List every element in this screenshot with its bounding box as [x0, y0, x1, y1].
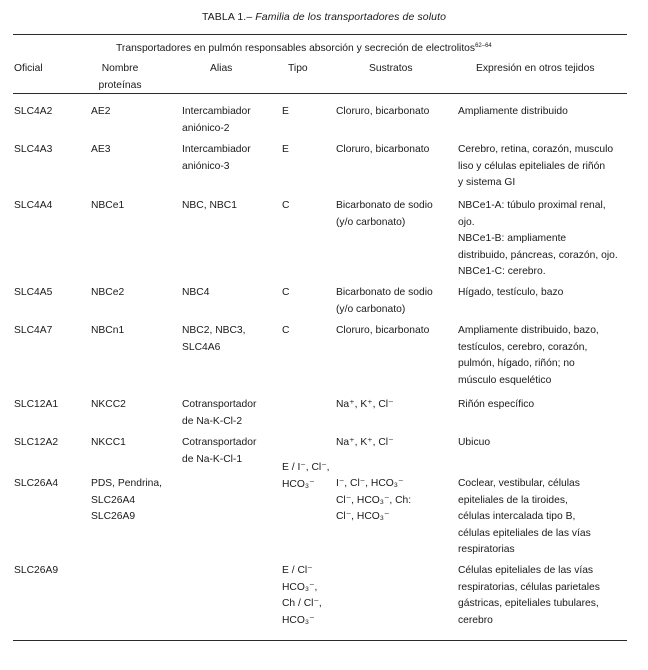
- cell-alias-line: Intercambiador: [182, 106, 251, 117]
- cell-expresion-line: músculo esquelético: [458, 374, 552, 386]
- header-nombre-line: Nombre: [101, 63, 139, 74]
- cell-sustratos-line: Cl⁻, HCO₃⁻: [336, 511, 390, 522]
- header-rule: [13, 93, 627, 94]
- cell-expresion-line: gástricas, epiteliales tubulares,: [458, 598, 599, 609]
- cell-tipo-line: E: [282, 106, 289, 117]
- top-rule: [13, 34, 627, 35]
- cell-alias: [182, 142, 277, 175]
- cell-nombre-line: NBCe1: [91, 200, 125, 211]
- cell-expresion-line: NBCe1-A: túbulo proximal renal,: [458, 200, 606, 211]
- cell-sustratos: [336, 104, 452, 121]
- cell-tipo: [282, 285, 334, 302]
- cell-nombre: [91, 285, 173, 302]
- cell-expresion-line: respiratorias: [458, 544, 515, 555]
- supertitle-text: Transportadores en pulmón responsables absorción y secreción de electrolitos: [116, 43, 476, 54]
- header-sustratos: Sustratos: [369, 63, 413, 74]
- cell-tipo-line: E / Cl⁻: [282, 565, 313, 576]
- cell-tipo: [282, 104, 334, 121]
- cell-expresion-line: epiteliales de la tiroides,: [458, 494, 568, 506]
- cell-tipo-line: HCO₃⁻,: [282, 581, 318, 593]
- cell-tipo-line: Ch / Cl⁻,: [282, 598, 322, 609]
- header-nombre-line: proteínas: [98, 79, 142, 91]
- header-oficial: Oficial: [14, 63, 43, 74]
- cell-expresion-line: Cerebro, retina, corazón, musculo: [458, 144, 614, 155]
- cell-expresion-line: NBCe1-C: cerebro.: [458, 266, 546, 277]
- cell-expresion-line: testículos, cerebro, corazón,: [458, 341, 588, 353]
- table-supertitle: [116, 43, 492, 54]
- cell-sustratos: [336, 285, 452, 318]
- header-expresion: Expresión en otros tejidos: [476, 63, 595, 74]
- cell-sustratos-line: I⁻, Cl⁻, HCO₃⁻: [336, 478, 404, 489]
- cell-expresion-line: NBCe1-B: ampliamente: [458, 233, 567, 244]
- cell-sustratos-line: Cloruro, bicarbonato: [336, 325, 430, 336]
- cell-expresion-line: Hígado, testículo, bazo: [458, 287, 564, 298]
- cell-tipo: [282, 198, 334, 215]
- cell-tipo-line: C: [282, 325, 290, 336]
- cell-oficial-line: SLC12A1: [14, 399, 59, 410]
- cell-sustratos-line: Cl⁻, HCO₃⁻, Ch:: [336, 494, 412, 506]
- cell-alias-line: aniónico-2: [182, 122, 230, 134]
- cell-nombre-line: PDS, Pendrina,: [91, 478, 162, 489]
- cell-oficial: [14, 563, 86, 580]
- cell-sustratos: [336, 397, 452, 414]
- cell-expresion: [458, 142, 628, 192]
- cell-nombre: [91, 104, 173, 121]
- cell-alias: [182, 104, 277, 137]
- cell-expresion-line: pulmón, hígado, riñón; no: [458, 358, 575, 369]
- caption-label: TABLA 1.–: [201, 11, 253, 23]
- cell-sustratos-line: (y/o carbonato): [336, 303, 406, 315]
- cell-expresion-line: Ampliamente distribuido, bazo,: [458, 325, 599, 336]
- caption-title: Familia de los transportadores de soluto: [255, 11, 447, 23]
- cell-sustratos-line: Bicarbonato de sodio: [336, 287, 433, 298]
- table-caption: [0, 11, 648, 23]
- cell-tipo: [282, 323, 334, 340]
- cell-tipo-line: HCO₃⁻: [282, 614, 315, 626]
- cell-expresion: [458, 435, 628, 452]
- cell-expresion-line: Coclear, vestibular, células: [458, 478, 580, 489]
- cell-sustratos-line: (y/o carbonato): [336, 216, 406, 228]
- cell-nombre: [91, 323, 173, 340]
- cell-expresion-line: Ampliamente distribuido: [458, 106, 568, 117]
- cell-sustratos-line: Bicarbonato de sodio: [336, 200, 433, 211]
- cell-alias-line: NBC2, NBC3,: [182, 325, 246, 336]
- cell-alias-line: de Na-K-Cl-1: [182, 453, 243, 465]
- header-nombre: [91, 61, 149, 94]
- cell-oficial: [14, 323, 86, 340]
- cell-alias-line: de Na-K-Cl-2: [182, 415, 243, 427]
- supertitle-refs: 62–64: [475, 43, 492, 49]
- cell-oficial: [14, 104, 86, 121]
- cell-oficial-line: SLC26A4: [14, 478, 59, 489]
- cell-oficial: [14, 285, 86, 302]
- cell-nombre: [91, 435, 173, 452]
- cell-expresion: [458, 285, 628, 302]
- bottom-rule: [13, 640, 627, 641]
- cell-expresion: [458, 563, 628, 629]
- cell-alias-line: NBC, NBC1: [182, 200, 237, 211]
- cell-sustratos-line: Cloruro, bicarbonato: [336, 106, 430, 117]
- cell-oficial-line: SLC4A7: [14, 325, 53, 336]
- cell-nombre-line: SLC26A9: [91, 511, 136, 522]
- cell-expresion: [458, 397, 628, 414]
- cell-expresion-line: cerebro: [458, 614, 493, 626]
- header-tipo: Tipo: [288, 63, 308, 74]
- cell-expresion-line: distribuido, páncreas, corazón, ojo.: [458, 249, 618, 261]
- cell-alias-line: Cotransportador: [182, 399, 257, 410]
- cell-alias-line: SLC4A6: [182, 341, 221, 353]
- cell-expresion: [458, 323, 628, 389]
- cell-oficial-line: SLC4A5: [14, 287, 53, 298]
- cell-sustratos-line: Na⁺, K⁺, Cl⁻: [336, 399, 394, 410]
- cell-nombre-line: NKCC2: [91, 399, 126, 410]
- cell-tipo: [282, 563, 334, 629]
- cell-sustratos: [336, 198, 452, 231]
- header-alias: Alias: [210, 63, 233, 74]
- cell-tipo-line: C: [282, 287, 290, 298]
- cell-expresion: [458, 476, 628, 559]
- cell-alias-line: Cotransportador: [182, 437, 257, 448]
- cell-expresion-line: liso y células epiteliales de riñón: [458, 160, 606, 172]
- cell-expresion-line: respiratorias, células parietales: [458, 581, 600, 593]
- cell-sustratos: [336, 323, 452, 340]
- cell-sustratos-line: Cloruro, bicarbonato: [336, 144, 430, 155]
- cell-expresion-line: células epiteliales de las vías: [458, 527, 591, 539]
- cell-expresion-line: y sistema GI: [458, 177, 516, 188]
- cell-nombre-line: NBCe2: [91, 287, 125, 298]
- cell-sustratos: [336, 435, 452, 452]
- cell-expresion-line: Riñón específico: [458, 399, 535, 410]
- cell-expresion-line: células intercalada tipo B,: [458, 511, 576, 522]
- cell-oficial: [14, 142, 86, 159]
- cell-tipo-line: C: [282, 200, 290, 211]
- cell-nombre-line: AE2: [91, 106, 111, 117]
- cell-expresion: [458, 198, 628, 281]
- cell-expresion-line: Células epiteliales de las vías: [458, 565, 594, 576]
- cell-oficial-line: SLC12A2: [14, 437, 59, 448]
- cell-nombre: [91, 397, 173, 414]
- cell-alias-line: NBC4: [182, 287, 210, 298]
- cell-alias: [182, 198, 277, 215]
- cell-oficial: [14, 476, 86, 493]
- cell-alias: [182, 285, 277, 302]
- cell-oficial-line: SLC4A4: [14, 200, 53, 211]
- cell-oficial: [14, 397, 86, 414]
- cell-tipo-line: HCO₃⁻: [282, 478, 315, 490]
- cell-alias: [182, 397, 277, 430]
- cell-tipo: [282, 142, 334, 159]
- cell-oficial: [14, 435, 86, 452]
- cell-tipo-line: E / I⁻, Cl⁻,: [282, 462, 330, 473]
- cell-expresion: [458, 104, 628, 121]
- cell-alias-line: aniónico-3: [182, 160, 230, 172]
- cell-nombre-line: AE3: [91, 144, 111, 155]
- cell-oficial-line: SLC4A2: [14, 106, 53, 117]
- cell-sustratos: [336, 476, 452, 526]
- cell-nombre-line: SLC26A4: [91, 494, 136, 506]
- cell-nombre-line: NKCC1: [91, 437, 126, 448]
- cell-sustratos-line: Na⁺, K⁺, Cl⁻: [336, 437, 394, 448]
- cell-oficial: [14, 198, 86, 215]
- cell-nombre-line: NBCn1: [91, 325, 125, 336]
- cell-alias: [182, 435, 277, 468]
- cell-oficial-line: SLC26A9: [14, 565, 59, 576]
- cell-nombre: [91, 476, 173, 526]
- cell-nombre: [91, 142, 173, 159]
- cell-sustratos: [336, 142, 452, 159]
- cell-alias: [182, 323, 277, 356]
- cell-expresion-line: Ubicuo: [458, 437, 491, 448]
- cell-nombre: [91, 198, 173, 215]
- cell-tipo: [282, 460, 334, 493]
- cell-oficial-line: SLC4A3: [14, 144, 53, 155]
- cell-alias-line: Intercambiador: [182, 144, 251, 155]
- cell-tipo-line: E: [282, 144, 289, 155]
- cell-expresion-line: ojo.: [458, 216, 475, 228]
